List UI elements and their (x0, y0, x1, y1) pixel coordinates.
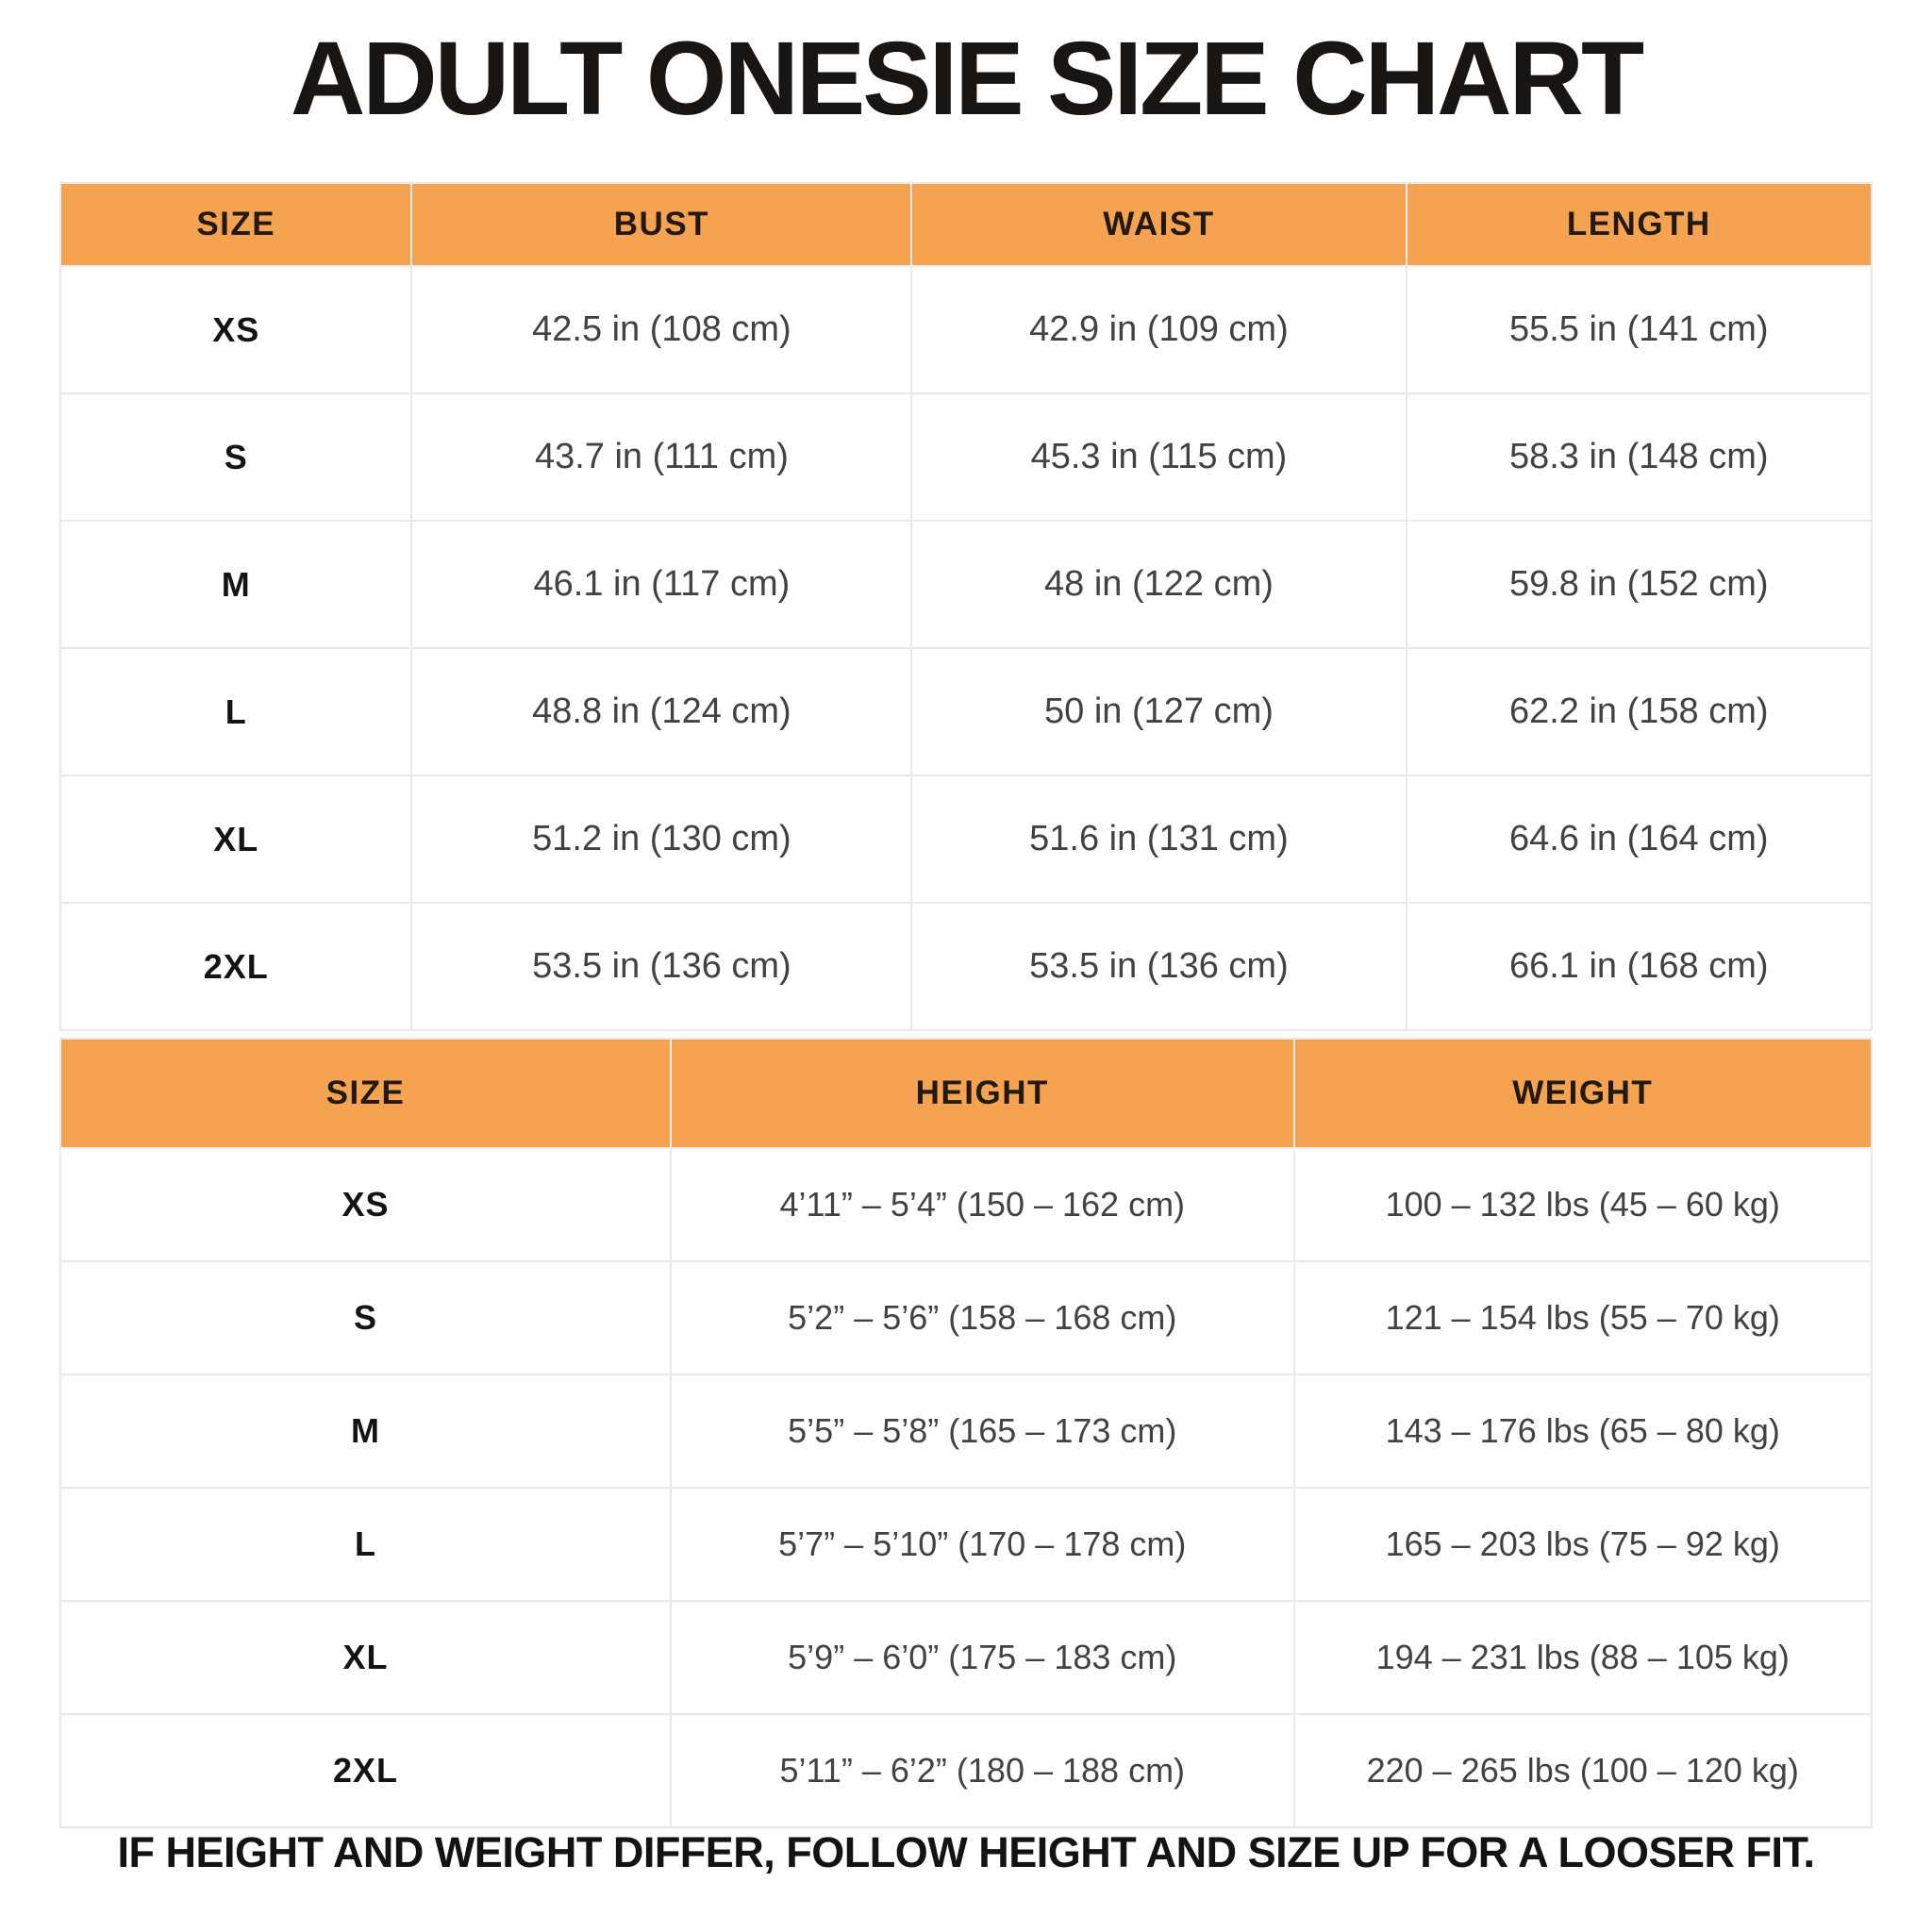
table-row (60, 521, 1872, 648)
table-row (60, 1488, 1872, 1601)
waist-cell: 51.6 in (131 cm) (911, 775, 1406, 903)
waist-cell: 45.3 in (115 cm) (911, 393, 1406, 521)
table-row (60, 903, 1872, 1030)
height-cell: 5’11” – 6’2” (180 – 188 cm) (671, 1714, 1293, 1827)
bust-cell: 42.5 in (108 cm) (411, 266, 911, 393)
table-row (60, 648, 1872, 775)
size-cell: XL (60, 1601, 671, 1714)
column-header-bust: BUST (411, 183, 911, 266)
column-header-size: SIZE (60, 1039, 671, 1148)
size-cell: L (60, 648, 411, 775)
size-cell: M (60, 1374, 671, 1488)
size-cell: 2XL (60, 903, 411, 1030)
size-cell: S (60, 393, 411, 521)
column-header-height: HEIGHT (671, 1039, 1293, 1148)
table-row (60, 393, 1872, 521)
page-title: ADULT ONESIE SIZE CHART (290, 21, 1642, 137)
length-cell: 58.3 in (148 cm) (1407, 393, 1872, 521)
length-cell: 66.1 in (168 cm) (1407, 903, 1872, 1030)
column-header-weight: WEIGHT (1294, 1039, 1873, 1148)
bust-cell: 43.7 in (111 cm) (411, 393, 911, 521)
table-row (60, 775, 1872, 903)
size-cell: S (60, 1261, 671, 1374)
height-cell: 4’11” – 5’4” (150 – 162 cm) (671, 1148, 1293, 1261)
size-cell: XL (60, 775, 411, 903)
size-cell: M (60, 521, 411, 648)
height-cell: 5’9” – 6’0” (175 – 183 cm) (671, 1601, 1293, 1714)
bust-cell: 53.5 in (136 cm) (411, 903, 911, 1030)
size-cell: XS (60, 266, 411, 393)
column-header-waist: WAIST (911, 183, 1406, 266)
size-cell: L (60, 1488, 671, 1601)
height-weight-table (59, 1038, 1873, 1828)
weight-cell: 100 – 132 lbs (45 – 60 kg) (1294, 1148, 1873, 1261)
weight-cell: 220 – 265 lbs (100 – 120 kg) (1294, 1714, 1873, 1827)
fit-advice-note: IF HEIGHT AND WEIGHT DIFFER, FOLLOW HEIGHT AND SIZE UP FOR A LOOSER FIT. (117, 1828, 1815, 1876)
table-row (60, 266, 1872, 393)
length-cell: 62.2 in (158 cm) (1407, 648, 1872, 775)
waist-cell: 48 in (122 cm) (911, 521, 1406, 648)
table-row (60, 1601, 1872, 1714)
measurement-table (59, 182, 1873, 1031)
bust-cell: 51.2 in (130 cm) (411, 775, 911, 903)
table-row (60, 1374, 1872, 1488)
table-row (60, 1714, 1872, 1827)
column-header-size: SIZE (60, 183, 411, 266)
height-cell: 5’2” – 5’6” (158 – 168 cm) (671, 1261, 1293, 1374)
height-cell: 5’5” – 5’8” (165 – 173 cm) (671, 1374, 1293, 1488)
table-row (60, 1148, 1872, 1261)
waist-cell: 53.5 in (136 cm) (911, 903, 1406, 1030)
weight-cell: 121 – 154 lbs (55 – 70 kg) (1294, 1261, 1873, 1374)
length-cell: 59.8 in (152 cm) (1407, 521, 1872, 648)
waist-cell: 50 in (127 cm) (911, 648, 1406, 775)
weight-cell: 194 – 231 lbs (88 – 105 kg) (1294, 1601, 1873, 1714)
length-cell: 55.5 in (141 cm) (1407, 266, 1872, 393)
column-header-length: LENGTH (1407, 183, 1872, 266)
height-cell: 5’7” – 5’10” (170 – 178 cm) (671, 1488, 1293, 1601)
size-cell: XS (60, 1148, 671, 1261)
table-row (60, 1261, 1872, 1374)
fit-header-row (60, 1039, 1872, 1148)
size-cell: 2XL (60, 1714, 671, 1827)
weight-cell: 143 – 176 lbs (65 – 80 kg) (1294, 1374, 1873, 1488)
waist-cell: 42.9 in (109 cm) (911, 266, 1406, 393)
length-cell: 64.6 in (164 cm) (1407, 775, 1872, 903)
bust-cell: 48.8 in (124 cm) (411, 648, 911, 775)
measurement-header-row (60, 183, 1872, 266)
bust-cell: 46.1 in (117 cm) (411, 521, 911, 648)
weight-cell: 165 – 203 lbs (75 – 92 kg) (1294, 1488, 1873, 1601)
